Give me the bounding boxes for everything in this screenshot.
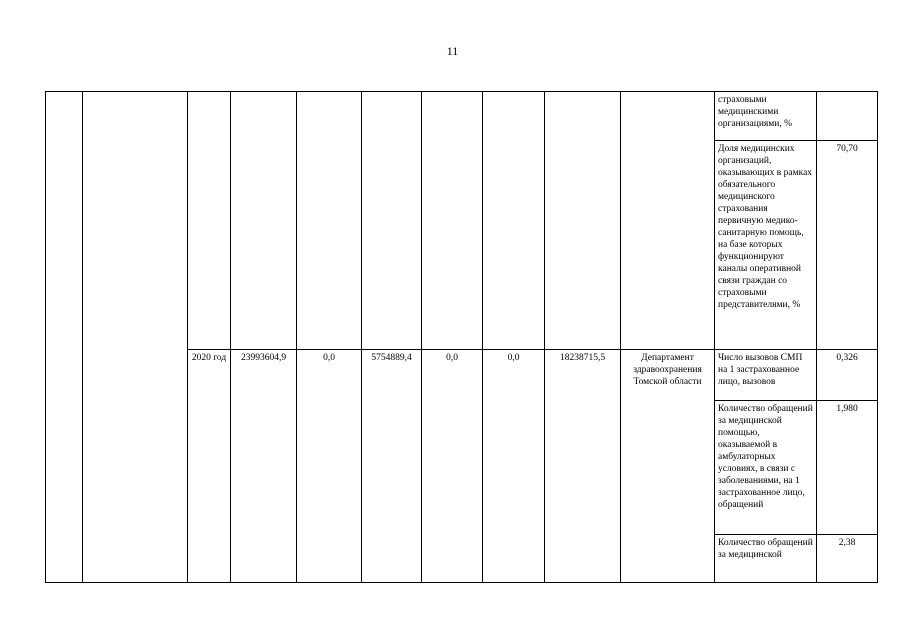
- page-number: 11: [446, 44, 459, 58]
- blank-cell: [46, 92, 83, 583]
- indicator-cell: Количество обращений за медицинской: [715, 535, 817, 583]
- blank-cell: [545, 92, 621, 350]
- amount-local: 0,0: [422, 350, 483, 583]
- blank-cell: [83, 92, 188, 583]
- indicator-value: 1,980: [817, 401, 878, 535]
- blank-cell: [422, 92, 483, 350]
- amount-total: 23993604,9: [231, 350, 297, 583]
- amount-federal: 0,0: [297, 350, 362, 583]
- budget-table: [45, 91, 878, 583]
- blank-cell: [483, 92, 545, 350]
- amount-other: 0,0: [483, 350, 545, 583]
- indicator-value: 2,38: [817, 535, 878, 583]
- indicator-value: [817, 92, 878, 141]
- indicator-cell: Число вызовов СМП на 1 застрахованное лицо, вызовов: [715, 350, 817, 401]
- blank-cell: [621, 92, 715, 350]
- indicator-value: 0,326: [817, 350, 878, 401]
- indicator-cell: страховыми медицинскими организациями, %: [715, 92, 817, 141]
- indicator-cell: Количество обращений за медицинской помощью, оказываемой в амбулаторных условиях, в связи с заболеваниями, на 1 застрахованное лицо, обращений: [715, 401, 817, 535]
- blank-cell: [188, 92, 231, 350]
- table-row: [46, 92, 878, 141]
- executor-cell: Департамент здравоохранения Томской области: [621, 350, 715, 583]
- indicator-cell: Доля медицинских организаций, оказывающих в рамках обязательного медицинского страхования первичную медико-санитарную помощь, на базе которых функционируют каналы оперативной связи граждан со страховыми представителями, %: [715, 141, 817, 350]
- indicator-value: 70,70: [817, 141, 878, 350]
- blank-cell: [297, 92, 362, 350]
- blank-cell: [362, 92, 422, 350]
- blank-cell: [231, 92, 297, 350]
- amount-oms: 18238715,5: [545, 350, 621, 583]
- year-cell: 2020 год: [188, 350, 231, 583]
- amount-regional: 5754889,4: [362, 350, 422, 583]
